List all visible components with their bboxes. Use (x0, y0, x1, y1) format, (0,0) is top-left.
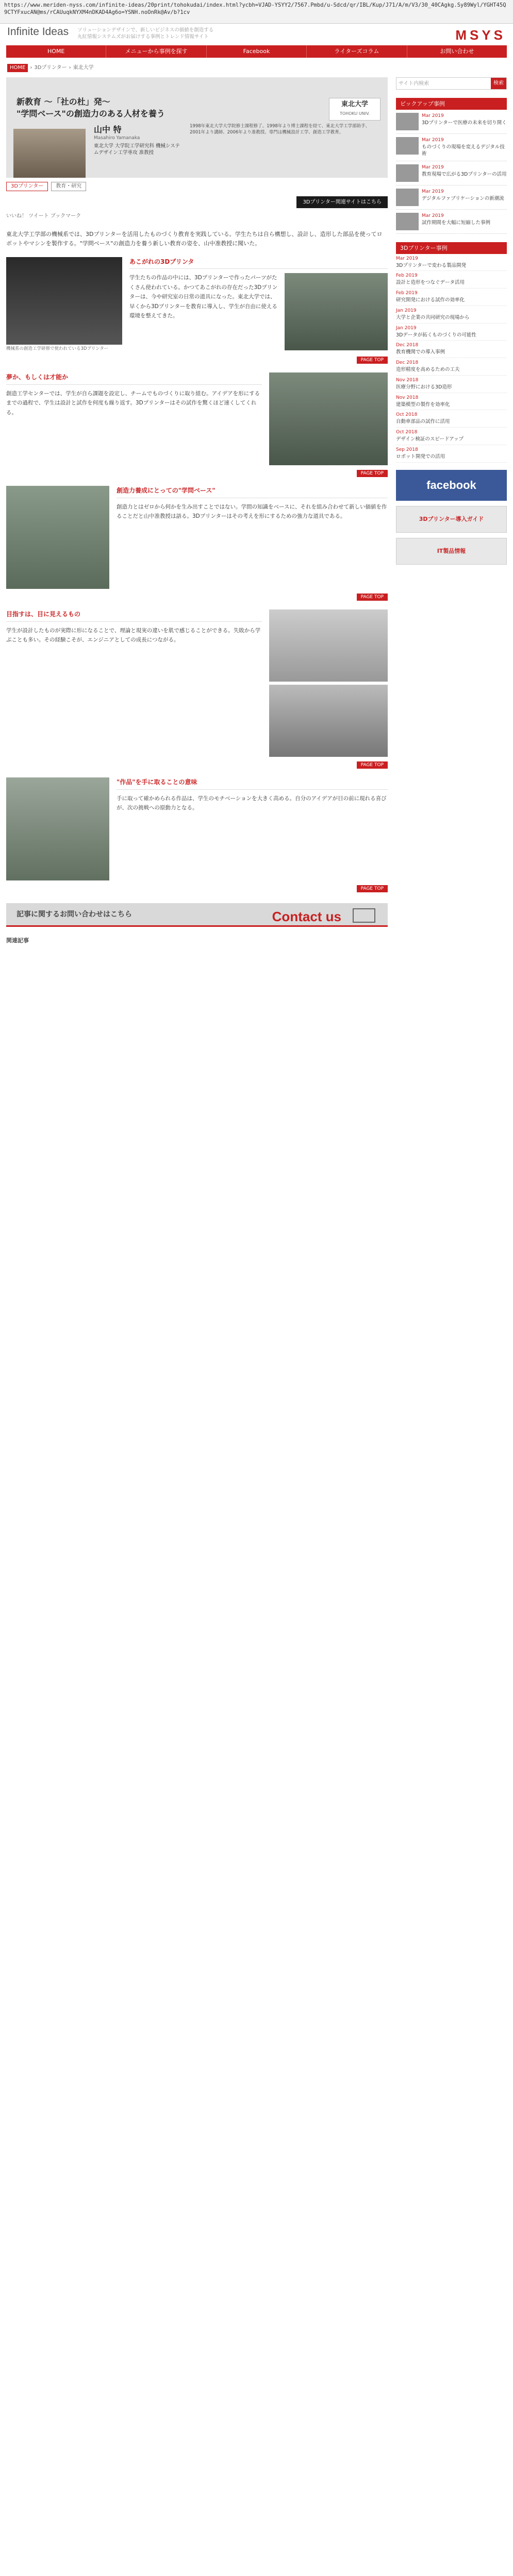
pickup-thumb (396, 113, 419, 130)
nav-columns[interactable]: ライターズコラム (307, 45, 407, 58)
mail-icon (353, 908, 375, 923)
ranking-date: Feb 2019 (396, 291, 418, 296)
pagetop-5[interactable] (6, 884, 388, 893)
article-title (16, 96, 165, 120)
section-2-text (6, 372, 262, 465)
pagetop-3[interactable] (6, 592, 388, 601)
pagetop-2[interactable] (6, 468, 388, 478)
pickup-heading: ピックアップ事例 (396, 98, 507, 110)
nav-facebook[interactable]: Facebook (207, 45, 307, 58)
pickup-item[interactable] (396, 110, 507, 134)
search-button[interactable]: 検索 (491, 78, 506, 89)
related-title: 関連記事 (6, 937, 29, 944)
ranking-title: 3Dプリンターで変わる製品開発 (396, 262, 467, 268)
pickup-item[interactable] (396, 185, 507, 210)
contact-banner[interactable] (6, 903, 388, 927)
ranking-title: 設計と造形をつなぐデータ活用 (396, 280, 465, 286)
pagetop-label[interactable]: PAGE TOP (357, 761, 388, 769)
pickup-thumb (396, 213, 419, 230)
section-1 (6, 257, 388, 352)
ranking-item[interactable] (396, 358, 507, 376)
section-1-body: 学生たちの作品の中には、3Dプリンターで作ったパーツがたくさん使われている。かつてあこがれの存在だった3Dプリンターは、今や研究室の日常の道具になった。東北大学では、早くから3Dプリンターを教育に導入し、学生が自由に使える環境を整えてきた。 (129, 275, 278, 319)
pagetop-label[interactable]: PAGE TOP (357, 470, 388, 477)
pagetop-label[interactable]: PAGE TOP (357, 885, 388, 892)
related-site-button[interactable]: 3Dプリンター関連サイトはこちら (296, 196, 388, 209)
pickup-date: Mar 2019 (422, 213, 444, 218)
section-4-body: 学生が設計したものが実際に形になることで、理論と現実の違いを肌で感じることができる。失敗から学ぶことも多い。その経験こそが、エンジニアとしての成長につながる。 (6, 627, 261, 643)
pickup-thumb (396, 189, 419, 206)
breadcrumb-home[interactable]: HOME (7, 64, 28, 72)
interviewee-bio: 1998年東北大学大学院修士課程修了。1998年より博士課程を経て、東北大学工学部助手、2001年より講師、2006年より准教授。専門は機械設計工学、創造工学教育。 (190, 124, 370, 135)
ranking-list (396, 254, 507, 463)
sidebar (396, 77, 507, 565)
ranking-item[interactable] (396, 445, 507, 463)
site-search (396, 77, 507, 90)
section-3 (6, 486, 388, 589)
tag-education[interactable]: 教育・研究 (51, 182, 86, 191)
article-lead: 東北大学工学部の機械系では、3Dプリンターを活用したものづくり教育を実践している。学生たちは自ら構想し、設計し、造形した部品を使ってロボットやマシンを製作する。"学問ベース"の創造力を養う新しい教育の姿を、山中准教授に聞いた。 (6, 230, 383, 247)
pickup-title: 3Dプリンターで医療の未来を切り開く (422, 120, 507, 126)
ranking-date: Nov 2018 (396, 377, 419, 383)
pickup-thumb (396, 137, 419, 155)
section-3-body: 創造力とはゼロから何かを生み出すことではない。学問の知識をベースに、それを組み合わせて新しい価値を作ることだと山中准教授は語る。3Dプリンターはその考えを形にするための強力な道具である。 (117, 503, 387, 520)
3d-printer-photo (6, 257, 122, 345)
pickup-title: 教育現場で広がる3Dプリンターの活用 (422, 171, 507, 177)
nav-home[interactable]: HOME (6, 45, 106, 58)
tagline-line-1: ソリューションデザインで、新しいビジネスの価値を創造する (77, 27, 214, 33)
section-5 (6, 777, 388, 880)
tag-3d-printer[interactable]: 3Dプリンター (6, 182, 48, 191)
interviewee-role: 東北大学 大学院工学研究科 機械システムデザイン工学専攻 准教授 (94, 143, 180, 156)
section-2-title: 夢か、もしくは才能か (6, 372, 262, 385)
pickup-item[interactable] (396, 210, 507, 234)
professor-photo (6, 486, 109, 589)
section-4-text (6, 609, 262, 757)
pickup-title: デジタルファブリケーションの新潮流 (422, 195, 504, 201)
ranking-item[interactable] (396, 324, 507, 341)
university-name: 東北大学 (341, 100, 368, 108)
section-4-title: 目指すは、目に見えるもの (6, 609, 262, 622)
ranking-title: 研究開発における試作の効率化 (396, 297, 465, 303)
pickup-date: Mar 2019 (422, 138, 444, 143)
ranking-item[interactable] (396, 289, 507, 306)
contact-label: 記事に関するお問い合わせはこちら (16, 910, 132, 919)
work-photo-1 (269, 609, 388, 682)
section-3-title: 創造力養成にとっての"学問ベース" (117, 486, 388, 498)
breadcrumb-separator: › (30, 65, 32, 71)
ranking-date: Feb 2019 (396, 273, 418, 279)
facebook-banner[interactable]: facebook (396, 470, 507, 501)
pickup-date: Mar 2019 (422, 113, 444, 119)
pickup-list (396, 110, 507, 234)
section-1-title: あこがれの3Dプリンタ (129, 257, 388, 269)
article-tags (6, 182, 388, 191)
share-bar (6, 196, 388, 209)
search-input[interactable]: サイト内検索 (399, 81, 429, 87)
ranking-item[interactable] (396, 428, 507, 445)
site-logo[interactable]: Infinite Ideas (7, 26, 69, 38)
article-title-line-2: "学問ベース"の創造力のある人材を養う (16, 109, 165, 119)
ranking-title: 建築模型の製作を効率化 (396, 401, 450, 408)
article-title-line-1: 新教育 〜「社の杜」発〜 (16, 97, 110, 107)
university-badge (329, 98, 380, 121)
section-4 (6, 609, 388, 757)
pagetop-label[interactable]: PAGE TOP (357, 594, 388, 601)
section-5-title: "作品"を手に取ることの意味 (117, 777, 388, 790)
ranking-date: Dec 2018 (396, 360, 419, 366)
pickup-item[interactable] (396, 161, 507, 185)
site-header (0, 23, 513, 45)
section-1-content (129, 273, 388, 350)
interviewee-name: 山中 特 (94, 125, 122, 134)
contact-cta[interactable]: Contact us (272, 909, 341, 925)
ranking-date: Nov 2018 (396, 395, 419, 400)
ranking-item[interactable] (396, 393, 507, 411)
ranking-heading: 3Dプリンター事例 (396, 242, 507, 254)
ranking-title: 3Dデータが拓くものづくりの可能性 (396, 332, 476, 338)
pickup-thumb (396, 164, 419, 182)
professor-photo-2 (6, 777, 109, 880)
ranking-date: Sep 2018 (396, 447, 418, 452)
ranking-date: Mar 2019 (396, 256, 418, 261)
ranking-title: デザイン検証のスピードアップ (396, 436, 464, 443)
pickup-date: Mar 2019 (422, 164, 444, 170)
social-buttons[interactable]: いいね！ ツイート ブックマーク (6, 213, 81, 219)
section-2-body: 創造工学センターでは、学生が自ら課題を設定し、チームでものづくりに取り組む。アイデアを形にするまでの過程で、学生は設計と試作を何度も繰り返す。3Dプリンターはその試作を驚くほど速くしてくれる。 (6, 390, 260, 416)
ranking-item[interactable] (396, 306, 507, 324)
interviewee-name-en: Masahiro Yamanaka (94, 135, 140, 141)
ranking-item[interactable] (396, 410, 507, 428)
work-photo-2 (269, 685, 388, 757)
university-sub: TOHOKU UNIV. (339, 111, 370, 116)
tagline-line-2: 丸紅情報システムズがお届けする事例とトレンド情報サイト (77, 34, 209, 40)
ranking-date: Oct 2018 (396, 430, 418, 435)
pagetop-1[interactable] (6, 355, 388, 364)
breadcrumb-current: 東北大学 (73, 65, 94, 71)
ranking-date: Jan 2019 (396, 308, 417, 313)
interviewee-photo (13, 129, 86, 178)
global-nav (6, 45, 507, 58)
ranking-title: 造形精度を高めるための工夫 (396, 367, 460, 373)
ranking-item[interactable] (396, 254, 507, 272)
address-bar[interactable]: https://www.meriden-nyss.com/infinite-ideas/20print/tohokudai/index.html?ycbh=VJAD-YSYY2/7567.Pmbd/u-Sdcd/qr/IBL/Kup/J71/A/m/V3/30_40CAgkg.Sy89Wyl/YGHT45Q9CTYFxucAN@ms/rCAUuqkNYXM4nDKAD4Ag6o=YSNH.noOnRk@Av/b?1cv (0, 0, 513, 24)
ranking-title: 医療分野における3D造形 (396, 384, 452, 390)
pickup-item[interactable] (396, 134, 507, 161)
ranking-item[interactable] (396, 271, 507, 289)
main-content (6, 77, 388, 945)
ranking-title: ロボット開発での活用 (396, 453, 445, 460)
breadcrumb (7, 64, 94, 72)
section-5-body: 手に取って確かめられる作品は、学生のモチベーションを大きく高める。自分のアイデアが目の前に現れる喜びが、次の挑戦への原動力となる。 (117, 795, 387, 811)
ranking-title: 自動車部品の試作に活用 (396, 419, 450, 425)
pickup-title: ものづくりの現場を変えるデジタル技術 (422, 144, 505, 157)
company-logo[interactable]: MSYS (455, 27, 506, 43)
ranking-title: 大学と企業の共同研究の現場から (396, 314, 470, 320)
ranking-date: Oct 2018 (396, 412, 418, 418)
section-1-figure (6, 257, 122, 352)
lab-photo (285, 273, 388, 350)
section-2 (6, 372, 388, 465)
side-banner-2[interactable]: IT製品情報 (396, 538, 507, 565)
breadcrumb-category[interactable]: 3Dプリンター (34, 65, 67, 71)
nav-contact[interactable]: お問い合わせ (440, 48, 474, 55)
ranking-title: 教育機関での導入事例 (396, 349, 445, 355)
breadcrumb-separator: › (69, 65, 71, 71)
site-tagline (77, 27, 213, 41)
section-1-caption: 機械系の創造工学研修で使われている3Dプリンター (6, 346, 109, 351)
pickup-date: Mar 2019 (422, 189, 444, 194)
section-3-text (117, 486, 388, 589)
ranking-item[interactable] (396, 341, 507, 358)
ranking-item[interactable] (396, 376, 507, 393)
section-4-photos (269, 609, 388, 757)
pagetop-label[interactable]: PAGE TOP (357, 357, 388, 364)
pickup-title: 試作期間を大幅に短縮した事例 (422, 219, 491, 226)
pagetop-4[interactable] (6, 760, 388, 769)
article-hero (6, 77, 388, 178)
building-photo (269, 372, 388, 465)
ranking-date: Jan 2019 (396, 325, 417, 331)
nav-cases[interactable]: メニューから事例を探す (106, 45, 206, 58)
ranking-date: Dec 2018 (396, 343, 419, 348)
section-5-text (117, 777, 388, 880)
side-banner-1[interactable]: 3Dプリンター導入ガイド (396, 506, 507, 533)
section-1-text (129, 257, 388, 352)
